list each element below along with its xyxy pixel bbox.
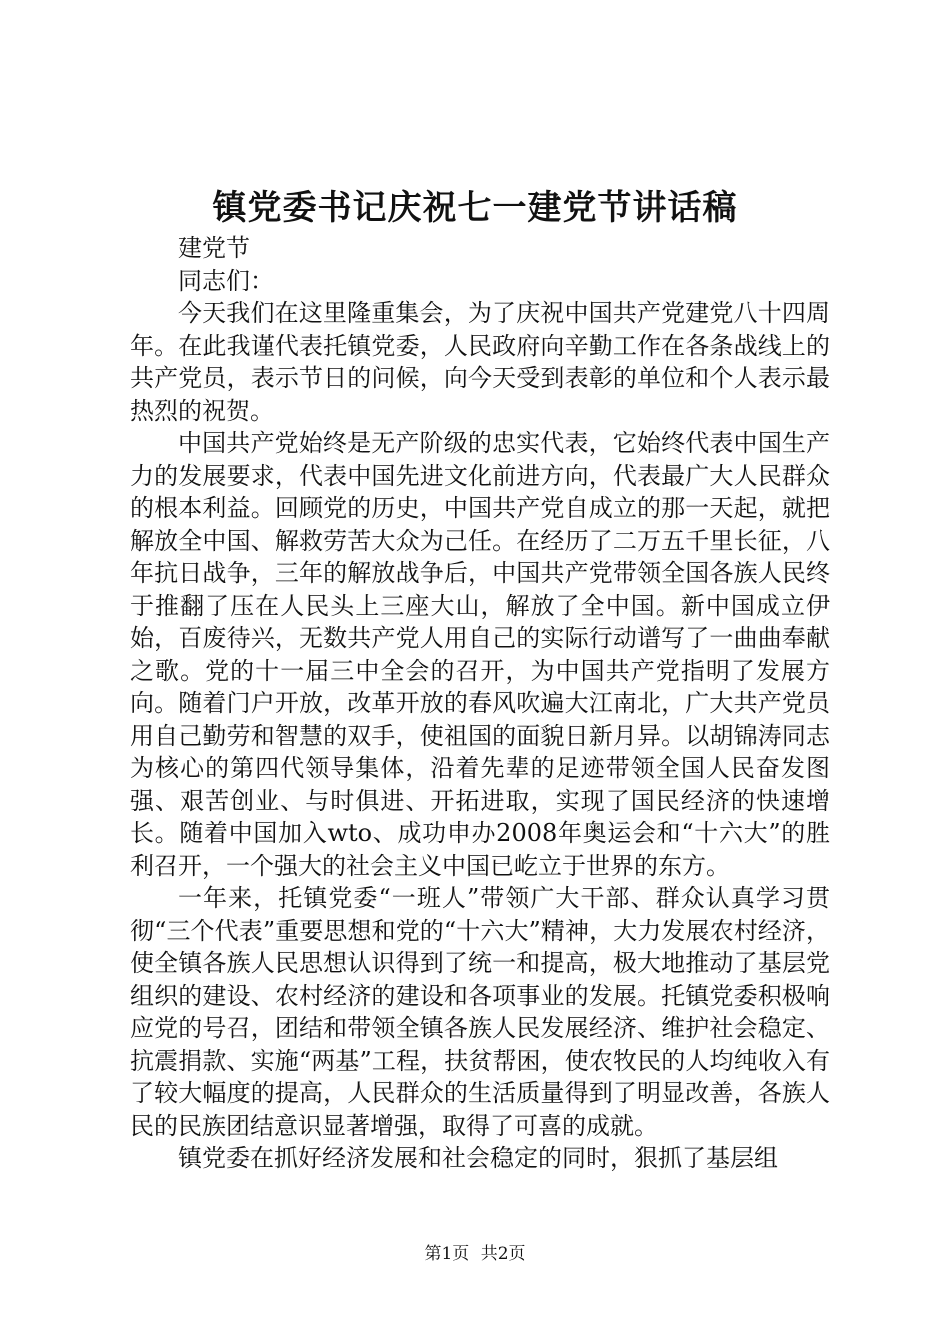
paragraph-subject: 建党节 bbox=[178, 234, 250, 262]
paragraph: 一年来，托镇党委“一班人”带领广大干部、群众认真学习贯彻“三个代表”重要思想和党的“十六大”精神，大力发展农村经济，使全镇各族人民思想认识得到了统一和提高，极大地推动了基层党组织的建设、农村经济的建设和各项事业的发展。托镇党委积极响应党的号召，团结和带领全镇各族人民发展经济、维护社会稳定、抗震捐款、实施“两基”工程，扶贫帮困，使农牧民的人均纯收入有了较大幅度的提高，人民群众的生活质量得到了明显改善，各族人民的民族团结意识显著增强，取得了可喜的成就。 bbox=[130, 884, 830, 1140]
paragraph: 今天我们在这里隆重集会，为了庆祝中国共产党建党八十四周年。在此我谨代表托镇党委，人民政府向辛勤工作在各条战线上的共产党员，表示节日的问候，向今天受到表彰的单位和个人表示最热烈的祝贺。 bbox=[130, 299, 830, 425]
document-title: 镇党委书记庆祝七一建党节讲话稿 bbox=[212, 188, 738, 228]
page-total: 共2页 bbox=[480, 1244, 526, 1264]
paragraph-salutation: 同志们： bbox=[178, 266, 274, 295]
paragraph: 镇党委在抓好经济发展和社会稳定的同时，狠抓了基层组 bbox=[178, 1144, 778, 1172]
document-body bbox=[130, 232, 830, 1175]
page-number: 第1页 bbox=[424, 1244, 470, 1264]
page-footer bbox=[0, 1242, 950, 1266]
paragraph: 中国共产党始终是无产阶级的忠实代表，它始终代表中国生产力的发展要求，代表中国先进文化前进方向，代表最广大人民群众的根本利益。回顾党的历史，中国共产党自成立的那一天起，就把解放全中国、解救劳苦大众为己任。在经历了二万五千里长征，八年抗日战争，三年的解放战争后，中国共产党带领全国各族人民终于推翻了压在人民头上三座大山，解放了全中国。新中国成立伊始，百废待兴，无数共产党人用自己的实际行动谱写了一曲曲奉献之歌。党的十一届三中全会的召开，为中国共产党指明了发展方向。随着门户开放，改革开放的春风吹遍大江南北，广大共产党员用自己勤劳和智慧的双手，使祖国的面貌日新月异。以胡锦涛同志为核心的第四代领导集体，沿着先辈的足迹带领全国人民奋发图强、艰苦创业、与时俱进、开拓进取，实现了国民经济的快速增长。随着中国加入wto、成功申办2008年奥运会和“十六大”的胜利召开，一个强大的社会主义中国已屹立于世界的东方。 bbox=[130, 429, 830, 880]
